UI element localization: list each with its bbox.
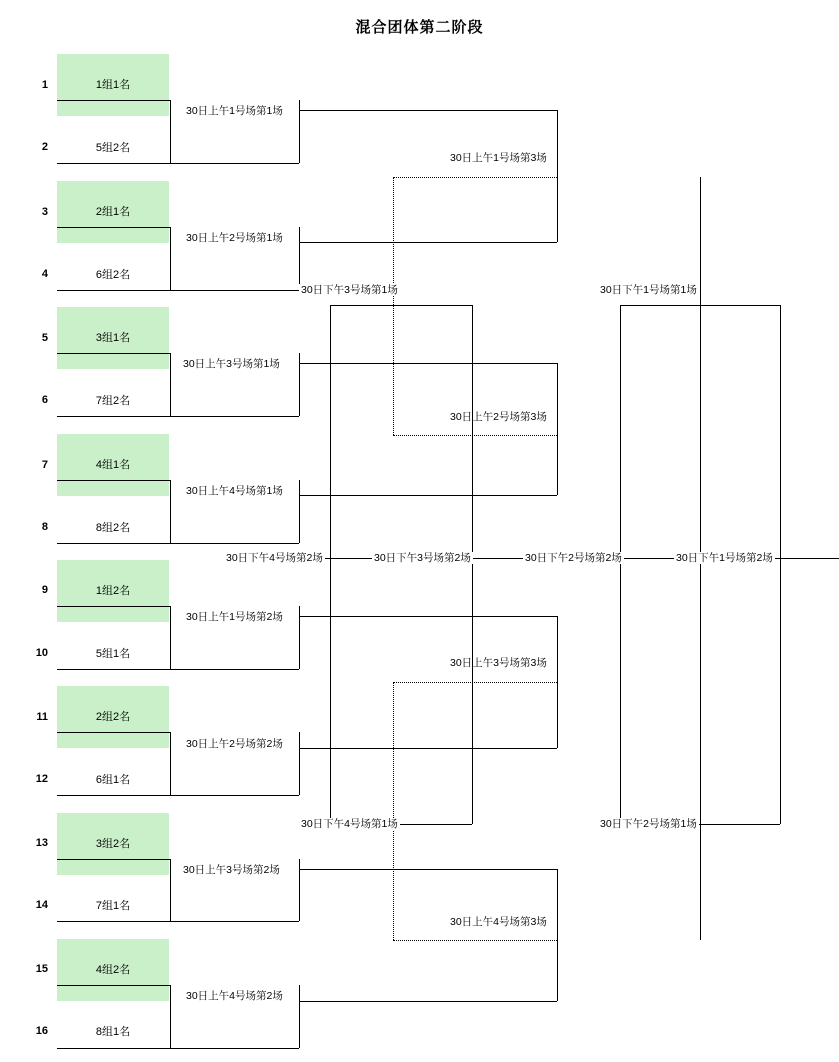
seed-number: 14	[35, 899, 48, 911]
team-cell: 3组2名	[57, 813, 169, 875]
match-label: 30日上午2号场第1场	[186, 232, 283, 244]
bracket-line-dotted	[393, 435, 557, 436]
match-label: 30日上午1号场第1场	[186, 105, 283, 117]
seed-number: 1	[41, 79, 48, 91]
bracket-line	[170, 480, 171, 543]
bracket-line	[57, 669, 170, 670]
match-label: 30日上午4号场第2场	[186, 990, 283, 1002]
team-cell: 5组1名	[95, 648, 131, 660]
bracket-line	[170, 290, 299, 291]
bracket-line	[299, 242, 557, 243]
match-label: 30日下午3号场第1场	[301, 284, 398, 296]
match-label: 30日上午4号场第3场	[450, 916, 547, 928]
bracket-line	[557, 869, 558, 1001]
bracket-line	[170, 353, 171, 416]
match-label: 30日上午1号场第3场	[450, 152, 547, 164]
seed-number: 16	[35, 1025, 48, 1037]
bracket-line	[330, 305, 472, 306]
team-cell: 1组1名	[57, 54, 169, 116]
bracket-line	[472, 558, 473, 824]
bracket-line	[170, 606, 171, 669]
bracket-line	[472, 305, 473, 558]
bracket-line	[170, 416, 299, 417]
match-label: 30日下午2号场第1场	[600, 818, 697, 830]
seed-number: 6	[41, 394, 48, 406]
bracket-line	[299, 495, 557, 496]
bracket-line-dotted	[393, 682, 394, 940]
bracket-line	[57, 606, 170, 607]
match-label: 30日上午2号场第3场	[450, 411, 547, 423]
seed-number: 11	[36, 711, 48, 723]
team-cell: 1组2名	[57, 560, 169, 622]
bracket-line	[299, 869, 557, 870]
team-cell: 8组2名	[95, 522, 131, 534]
bracket-line	[780, 558, 781, 824]
bracket-line	[700, 558, 701, 940]
bracket-line	[170, 859, 171, 921]
bracket-line	[170, 921, 299, 922]
seed-number: 10	[35, 647, 48, 659]
team-cell: 7组2名	[95, 395, 131, 407]
seed-number: 8	[41, 521, 48, 533]
team-cell: 4组2名	[57, 939, 169, 1001]
bracket-line	[620, 305, 621, 558]
bracket-line	[57, 859, 170, 860]
bracket-line	[57, 921, 170, 922]
match-label: 30日下午1号场第2场	[676, 552, 773, 564]
bracket-line	[780, 305, 781, 558]
bracket-line	[57, 732, 170, 733]
bracket-line	[557, 110, 558, 242]
bracket-line	[170, 543, 299, 544]
bracket-line	[170, 732, 171, 795]
bracket-line	[299, 480, 300, 543]
bracket-line	[57, 480, 170, 481]
bracket-line	[170, 163, 299, 164]
bracket-line	[57, 100, 170, 101]
bracket-line	[330, 558, 331, 824]
team-cell: 5组2名	[95, 142, 131, 154]
bracket-line	[299, 363, 557, 364]
bracket-line	[170, 227, 171, 290]
match-label: 30日上午1号场第2场	[186, 611, 283, 623]
bracket-line	[620, 558, 621, 824]
match-label: 30日下午2号场第2场	[525, 552, 622, 564]
match-label: 30日下午3号场第2场	[374, 552, 471, 564]
team-cell: 6组1名	[95, 774, 131, 786]
bracket-line	[557, 616, 558, 748]
bracket-line	[299, 748, 557, 749]
match-label: 30日下午1号场第1场	[600, 284, 697, 296]
bracket-line	[299, 110, 557, 111]
bracket-line-dotted	[393, 177, 394, 435]
bracket-line	[170, 795, 299, 796]
bracket-line	[299, 227, 300, 290]
bracket-line-dotted	[393, 682, 557, 683]
seed-number: 5	[41, 332, 48, 344]
seed-number: 4	[41, 268, 48, 280]
bracket-line	[57, 985, 170, 986]
team-cell: 2组2名	[57, 686, 169, 748]
match-label: 30日上午3号场第1场	[183, 358, 280, 370]
match-label: 30日下午4号场第1场	[301, 818, 398, 830]
bracket-line	[299, 985, 300, 1048]
team-cell: 8组1名	[95, 1026, 131, 1038]
bracket-line	[57, 543, 170, 544]
team-cell: 2组1名	[57, 181, 169, 243]
bracket-line	[57, 416, 170, 417]
bracket-line-dotted	[393, 177, 557, 178]
bracket-line	[299, 616, 557, 617]
page-title: 混合团体第二阶段	[355, 19, 484, 36]
match-label: 30日上午3号场第3场	[450, 657, 547, 669]
match-label: 30日下午4号场第2场	[226, 552, 323, 564]
match-label: 30日上午4号场第1场	[186, 485, 283, 497]
bracket-line	[57, 290, 170, 291]
match-label: 30日上午3号场第2场	[183, 864, 280, 876]
bracket-line	[57, 227, 170, 228]
bracket-line	[299, 732, 300, 795]
seed-number: 7	[41, 459, 48, 471]
seed-number: 12	[35, 773, 48, 785]
bracket-line-dotted	[393, 940, 557, 941]
bracket-line	[170, 100, 171, 163]
team-cell: 3组1名	[57, 307, 169, 369]
seed-number: 13	[35, 837, 48, 849]
seed-number: 9	[41, 584, 48, 596]
seed-number: 15	[35, 963, 48, 975]
bracket-line	[57, 795, 170, 796]
bracket-line	[57, 163, 170, 164]
bracket-line	[299, 1001, 557, 1002]
bracket-line	[170, 1048, 299, 1049]
bracket-line	[170, 985, 171, 1048]
match-label: 30日上午2号场第2场	[186, 738, 283, 750]
bracket-line	[700, 177, 701, 558]
bracket-line	[557, 363, 558, 495]
bracket-line	[170, 669, 299, 670]
bracket-line	[330, 305, 331, 558]
team-cell: 7组1名	[95, 900, 131, 912]
team-cell: 4组1名	[57, 434, 169, 496]
seed-number: 3	[41, 206, 48, 218]
seed-number: 2	[41, 141, 48, 153]
team-cell: 6组2名	[95, 269, 131, 281]
bracket-line	[57, 1048, 170, 1049]
bracket-line	[57, 353, 170, 354]
